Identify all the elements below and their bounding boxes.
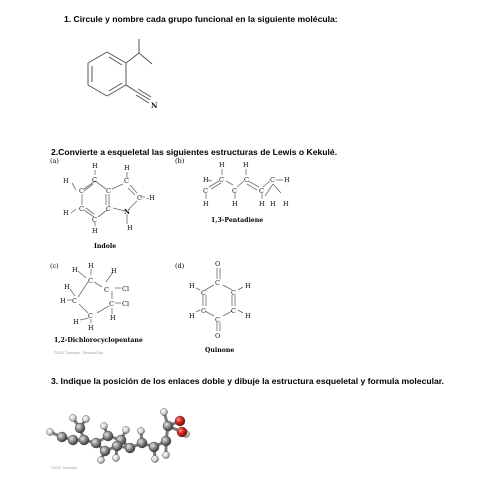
- question-2: 2.Convierte a esqueletal las siguientes estructuras de Lewis o Kekulé.: [51, 147, 338, 157]
- svg-text:C: C: [232, 187, 237, 195]
- svg-text:H: H: [245, 282, 251, 290]
- svg-text:C: C: [106, 205, 111, 213]
- svg-text:C: C: [124, 177, 129, 185]
- panel-b-label: (b): [175, 157, 185, 165]
- panel-c-label: (c): [50, 262, 59, 270]
- svg-text:C: C: [201, 289, 206, 297]
- svg-text:C: C: [231, 289, 236, 297]
- svg-text:H: H: [88, 262, 94, 270]
- panel-a-label: (a): [50, 157, 59, 165]
- svg-text:H: H: [92, 227, 98, 235]
- svg-text:H: H: [270, 200, 276, 208]
- svg-text:O: O: [215, 332, 221, 340]
- svg-text:Cl: Cl: [122, 285, 130, 293]
- svg-text:C: C: [137, 194, 142, 202]
- svg-text:C: C: [270, 176, 275, 184]
- svg-text:Cl: Cl: [122, 300, 130, 308]
- svg-text:C: C: [72, 297, 77, 305]
- svg-text:H: H: [63, 177, 69, 185]
- svg-text:H: H: [73, 318, 79, 326]
- svg-text:O: O: [215, 260, 221, 268]
- caption-dichlorocyclopentane: 1,2-Dichlorocyclopentane: [54, 337, 143, 344]
- caption-indole: Indole: [94, 243, 117, 250]
- svg-text:H: H: [88, 324, 94, 332]
- svg-text:H: H: [60, 297, 66, 305]
- svg-text:H: H: [232, 200, 238, 208]
- svg-text:H: H: [63, 209, 69, 217]
- question-3: 3. Indique la posición de los enlaces doble y dibuje la estructura esqueletal y formula molecular.: [51, 376, 445, 386]
- svg-text:C: C: [104, 286, 109, 294]
- panel-d-label: (d): [175, 262, 185, 270]
- svg-text:–H: –H: [146, 194, 155, 202]
- svg-text:C: C: [92, 216, 97, 224]
- svg-text:H: H: [245, 312, 251, 320]
- svg-text:C: C: [219, 176, 224, 184]
- svg-text:H: H: [283, 200, 289, 208]
- svg-text:C: C: [215, 279, 220, 287]
- svg-text:C: C: [201, 307, 206, 315]
- svg-text:H: H: [219, 161, 225, 169]
- svg-text:C: C: [109, 300, 114, 308]
- svg-text:H: H: [92, 162, 98, 170]
- svg-text:H: H: [64, 283, 70, 291]
- svg-text:H: H: [203, 176, 209, 184]
- svg-text:N: N: [124, 208, 130, 216]
- svg-text:H: H: [259, 200, 265, 208]
- svg-text:H: H: [72, 266, 78, 274]
- svg-text:H: H: [189, 312, 195, 320]
- svg-text:C: C: [215, 316, 220, 324]
- svg-text:C: C: [244, 176, 249, 184]
- question-1: 1. Circule y nombre cada grupo funcional en la siguiente molécula:: [64, 14, 338, 24]
- svg-text:H: H: [203, 200, 209, 208]
- svg-text:C: C: [92, 176, 97, 184]
- svg-text:H: H: [189, 282, 195, 290]
- svg-text:C: C: [203, 187, 208, 195]
- svg-text:C: C: [259, 187, 264, 195]
- svg-text:H: H: [124, 164, 130, 172]
- svg-text:C: C: [88, 312, 93, 320]
- caption-quinone: Quinone: [205, 347, 235, 354]
- copyright-note-3: ©2011 Thomson: [51, 466, 78, 470]
- svg-text:H: H: [243, 161, 249, 169]
- svg-text:H: H: [127, 224, 133, 232]
- svg-text:C: C: [231, 307, 236, 315]
- svg-text:C: C: [88, 277, 93, 285]
- nitrile-n-label: N: [151, 101, 158, 110]
- svg-text:H: H: [284, 176, 290, 184]
- caption-pentadiene: 1,3-Pentadiene: [211, 217, 264, 224]
- copyright-note-c: ©2011 Thomson · Brooks/Cole: [54, 351, 104, 355]
- svg-text:C: C: [79, 205, 84, 213]
- svg-text:H: H: [111, 267, 117, 275]
- svg-text:H: H: [110, 314, 116, 322]
- svg-text:C: C: [79, 187, 84, 195]
- svg-text:C: C: [106, 187, 111, 195]
